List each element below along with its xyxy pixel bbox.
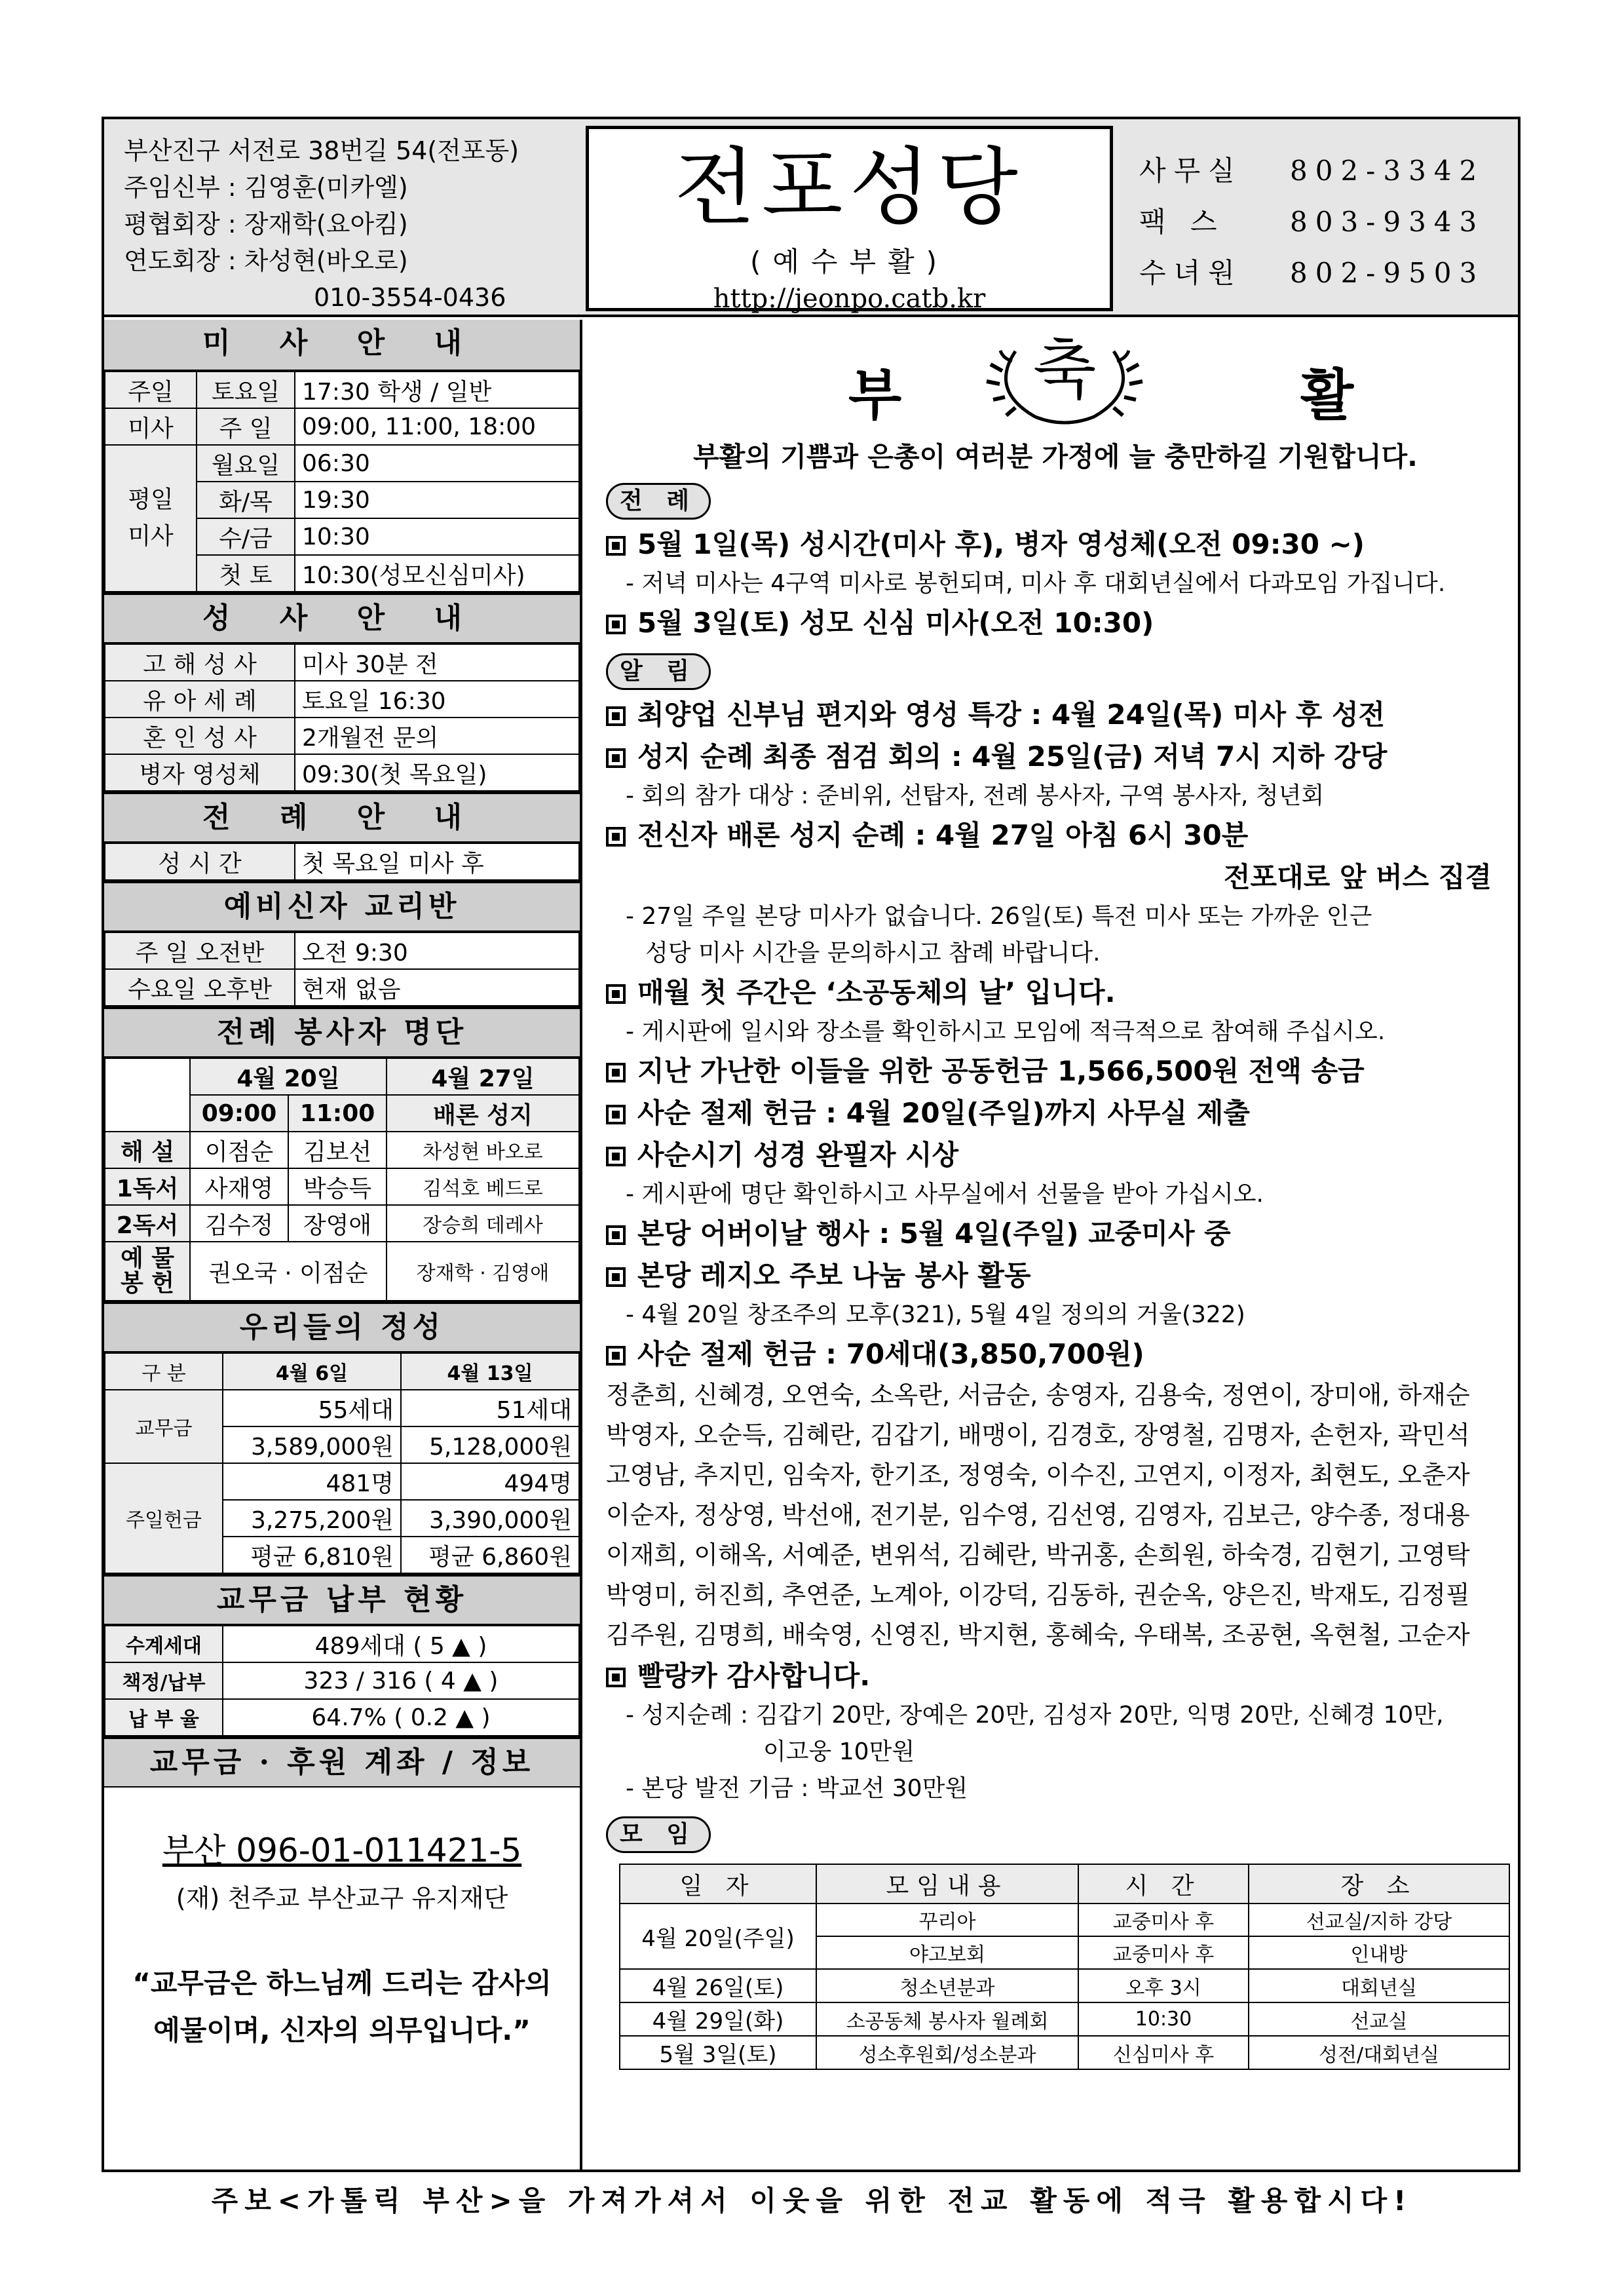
tithe-status-table (104, 1625, 580, 1736)
offering-value: 481명 (223, 1463, 401, 1500)
server-name: 장영애 (288, 1205, 387, 1242)
notice-item (606, 1050, 1505, 1092)
church-name: 전포성당 (674, 139, 1025, 237)
checkbox-square-icon (606, 1346, 626, 1366)
table-row (105, 718, 579, 754)
offering-value: 3,275,200원 (223, 1500, 401, 1537)
notice-text: 5월 1일(목) 성시간(미사 후), 병자 영성체(오전 09:30 ~) (637, 528, 1365, 560)
table-row (105, 1242, 579, 1301)
account-title: 교무금 · 후원 계좌 / 정보 (104, 1736, 580, 1788)
notice-text: 지난 가난한 이들을 위한 공동헌금 1,566,500원 전액 송금 (637, 1055, 1365, 1087)
contact-label: 수녀원 (1139, 257, 1243, 289)
table-row (105, 681, 579, 718)
class-name: 수요일 오후반 (105, 969, 295, 1006)
header (104, 119, 1518, 317)
table-row (105, 372, 579, 408)
mass-day: 토요일 (197, 372, 295, 408)
tithe-status-title: 교무금 납부 현황 (104, 1574, 580, 1625)
contact-label: 팩 스 (1139, 206, 1225, 238)
notice-item (606, 1255, 1505, 1297)
contact-number: 802-3342 (1290, 155, 1485, 187)
table-row (105, 1353, 579, 1390)
mass-time: 09:00, 11:00, 18:00 (295, 408, 579, 445)
offering-table (104, 1352, 580, 1574)
table-row (105, 1699, 579, 1736)
table-row (105, 843, 579, 880)
table-row (105, 445, 579, 482)
sacrament-title: 성 사 안 내 (104, 592, 580, 643)
tithe-label: 교무금 (105, 1390, 223, 1463)
server-name: 장재학 · 김영애 (387, 1242, 579, 1301)
meeting-place: 성전/대회년실 (1249, 2036, 1509, 2069)
liturgy-value: 첫 목요일 미사 후 (295, 843, 579, 880)
notice-line2: 전포대로 앞 버스 집결 (1223, 861, 1492, 893)
checkbox-square-icon (606, 748, 626, 768)
meeting-content: 꾸리아 (816, 1904, 1078, 1936)
meeting-date: 4월 29일(화) (620, 2002, 816, 2036)
notice-sub: - 본당 발전 기금 : 박교선 30만원 (626, 1775, 968, 1802)
server-role: 1독서 (105, 1168, 190, 1205)
sacrament-value: 09:30(첫 목요일) (295, 754, 579, 791)
table-row (105, 1626, 579, 1662)
notice-sub: 이고웅 10만원 (763, 1738, 915, 1765)
checkbox-square-icon (606, 706, 626, 726)
mass-day: 화/목 (197, 482, 295, 518)
server-name: 김수정 (190, 1205, 288, 1242)
table-row (105, 1463, 579, 1500)
offering-value: 55세대 (223, 1390, 401, 1426)
contact-convent (1139, 248, 1484, 299)
notice-sub: - 게시판에 명단 확인하시고 사무실에서 선물을 받아 가십시오. (626, 1181, 1264, 1208)
offering-kind: 구 분 (105, 1353, 223, 1390)
names-line: 고영남, 추지민, 임숙자, 한기조, 정영숙, 이수진, 고연지, 이정자, 최현도, 오춘자 (606, 1461, 1470, 1489)
offering-date: 4월 6일 (223, 1353, 401, 1390)
servers-date: 4월 27일 (387, 1058, 579, 1095)
empty-cell (105, 1095, 190, 1132)
left-column (104, 320, 582, 2170)
notice-text: 최양업 신부님 편지와 영성 특강 : 4월 24일(목) 미사 후 성전 (637, 698, 1386, 731)
notice-sub: - 성지순례 : 김갑기 20만, 장예은 20만, 김성자 20만, 익명 20만, 신혜경 10만, (626, 1702, 1444, 1729)
status-value: 489세대 ( 5 ▲ ) (223, 1626, 579, 1662)
names-line: 이순자, 정상영, 박선애, 전기분, 임수영, 김선영, 김영자, 김보근, 양수종, 정대용 (606, 1501, 1470, 1529)
sacrament-value: 미사 30분 전 (295, 644, 579, 681)
server-role: 해 설 (105, 1132, 190, 1168)
celebration-emblem (976, 332, 1153, 430)
meeting-date: 5월 3일(토) (620, 2036, 816, 2069)
table-row (105, 969, 579, 1006)
tag-notice: 알 림 (606, 653, 711, 690)
checkbox-square-icon (606, 1105, 626, 1124)
meeting-time: 신심미사 후 (1078, 2036, 1249, 2069)
mass-day: 수/금 (197, 518, 295, 555)
server-name: 이점순 (190, 1132, 288, 1168)
mass-day: 주 일 (197, 408, 295, 445)
notice-item (606, 1333, 1505, 1375)
status-name: 납 부 율 (105, 1699, 223, 1736)
bulletin-sheet (102, 117, 1520, 2172)
status-name: 책정/납부 (105, 1662, 223, 1699)
server-role: 예 물 봉 헌 (105, 1242, 190, 1301)
notice-text: 본당 레지오 주보 나눔 봉사 활동 (637, 1259, 1031, 1292)
notice-item (606, 1134, 1505, 1176)
church-info (124, 132, 519, 316)
notice-text: 사순 절제 헌금 : 4월 20일(주일)까지 사무실 제출 (637, 1097, 1250, 1129)
servers-pilgrimage: 배론 성지 (387, 1095, 579, 1132)
contact-number: 803-9343 (1290, 206, 1485, 238)
notice-text: 성지 순례 최종 점검 회의 : 4월 25일(금) 저녁 7시 지하 강당 (637, 740, 1388, 773)
table-row (105, 932, 579, 969)
table-row (105, 1095, 579, 1132)
status-value: 323 / 316 ( 4 ▲ ) (223, 1662, 579, 1699)
table-row (105, 1058, 579, 1095)
meeting-time: 10:30 (1078, 2002, 1249, 2036)
table-row (620, 2002, 1509, 2036)
notice-sub: - 27일 주일 본당 미사가 없습니다. 26일(토) 특전 미사 또는 가까운 인근 (626, 903, 1372, 930)
footer-message: 주보<가톨릭 부산>을 가져가셔서 이웃을 위한 전교 활동에 적극 활용합시다! (211, 2185, 1413, 2217)
sacrament-table (104, 643, 580, 792)
server-name: 장승희 데레사 (387, 1205, 579, 1242)
checkbox-square-icon (606, 1063, 626, 1082)
offering-value: 3,589,000원 (223, 1426, 401, 1463)
notice-text: 5월 3일(토) 성모 신심 미사(오전 10:30) (637, 607, 1154, 639)
server-name: 권오국 · 이점순 (190, 1242, 387, 1301)
council-president: 평협회장 : 장재학(요아킴) (124, 210, 408, 239)
district-president: 연도회장 : 차성현(바오로) (124, 246, 408, 275)
class-value: 현재 없음 (295, 969, 579, 1006)
servers-time: 11:00 (288, 1095, 387, 1132)
table-row (105, 1390, 579, 1426)
contacts (1139, 145, 1484, 299)
right-column (586, 320, 1518, 2170)
phone: 010-3554-0436 (314, 283, 506, 312)
liturgy-table (104, 843, 580, 881)
server-name: 김보선 (288, 1132, 387, 1168)
notice-item (606, 602, 1505, 644)
mass-time: 10:30(성모신심미사) (295, 555, 579, 592)
meeting-place: 대회년실 (1249, 1969, 1509, 2002)
catechumen-title: 예비신자 교리반 (104, 881, 580, 932)
meeting-content: 성소후원회/성소분과 (816, 2036, 1078, 2069)
notice-item (606, 814, 1505, 856)
tag-meeting: 모 임 (606, 1816, 711, 1853)
offering-value: 평균 6,810원 (223, 1537, 401, 1573)
mass-title: 미 사 안 내 (104, 320, 580, 371)
table-row (105, 1168, 579, 1205)
names-line: 박영미, 허진희, 추연준, 노계아, 이강덕, 김동하, 권순옥, 양은진, 박재도, 김정필 (606, 1580, 1470, 1609)
column-header: 시 간 (1078, 1864, 1249, 1904)
servers-date: 4월 20일 (190, 1058, 387, 1095)
notice-sub: - 회의 참가 대상 : 준비위, 선탑자, 전례 봉사자, 구역 봉사자, 청년회 (626, 782, 1325, 809)
servers-title: 전례 봉사자 명단 (104, 1006, 580, 1058)
names-line: 김주원, 김명희, 배숙영, 신영진, 박지현, 홍혜숙, 우태복, 조공현, 옥현철, 고순자 (606, 1620, 1470, 1649)
greeting: 부활의 기쁨과 은총이 여러분 가정에 늘 충만하길 기원합니다. (693, 441, 1418, 472)
checkbox-square-icon (606, 1147, 626, 1166)
sacrament-name: 혼 인 성 사 (105, 718, 295, 754)
notice-text: 사순시기 성경 완필자 시상 (637, 1139, 959, 1171)
checkbox-square-icon (606, 827, 626, 847)
meeting-time: 오후 3시 (1078, 1969, 1249, 2002)
empty-cell (105, 1058, 190, 1095)
table-row (105, 1662, 579, 1699)
catechumen-table (104, 932, 580, 1006)
notice-sub: - 저녁 미사는 4구역 미사로 봉헌되며, 미사 후 대회년실에서 다과모임 가집니다. (626, 570, 1446, 597)
offering-value: 평균 6,860원 (401, 1537, 579, 1573)
checkbox-square-icon (606, 984, 626, 1004)
notice-item (606, 1213, 1505, 1255)
names-line: 정춘희, 신혜경, 오연숙, 소옥란, 서금순, 송영자, 김용숙, 정연이, 장미애, 하재순 (606, 1381, 1470, 1409)
account-number: 부산 096-01-011421-5 (162, 1831, 522, 1869)
mass-group: 미사 (105, 408, 197, 445)
sacrament-name: 유 아 세 례 (105, 681, 295, 718)
account-owner: (재) 천주교 부산교구 유지재단 (176, 1884, 508, 1913)
notice-text: 사순 절제 헌금 : 70세대(3,850,700원) (637, 1338, 1144, 1370)
table-header-row (620, 1864, 1509, 1904)
servers-table (104, 1058, 580, 1301)
checkbox-square-icon (606, 536, 626, 556)
mass-table (104, 371, 580, 592)
tag-liturgy: 전 례 (606, 483, 711, 520)
offering-date: 4월 13일 (401, 1353, 579, 1390)
quote-line: “교무금은 하느님께 드리는 감사의 (132, 1967, 552, 1999)
checkbox-square-icon (606, 1668, 626, 1687)
address: 부산진구 서전로 38번길 54(전포동) (124, 136, 519, 165)
notice-text: 빨랑카 감사합니다. (637, 1660, 871, 1692)
notice-item (606, 736, 1505, 778)
table-row (105, 754, 579, 791)
status-name: 수계세대 (105, 1626, 223, 1662)
mass-time: 10:30 (295, 518, 579, 555)
mass-time: 06:30 (295, 445, 579, 482)
table-row (620, 1969, 1509, 2002)
column-header: 모임내용 (816, 1864, 1078, 1904)
mass-group: 평일 (128, 486, 174, 513)
meeting-content: 청소년분과 (816, 1969, 1078, 2002)
website-url[interactable]: http://jeonpo.catb.kr (713, 284, 986, 314)
contact-fax (1139, 197, 1484, 248)
server-name: 차성현 바오로 (387, 1132, 579, 1168)
sacrament-name: 병자 영성체 (105, 754, 295, 791)
liturgy-title: 전 례 안 내 (104, 792, 580, 843)
sacrament-value: 토요일 16:30 (295, 681, 579, 718)
sunday-offering-label: 주일헌금 (105, 1463, 223, 1573)
contact-office (1139, 145, 1484, 197)
class-name: 주 일 오전반 (105, 932, 295, 969)
server-name: 사재영 (190, 1168, 288, 1205)
meeting-place: 선교실 (1249, 2002, 1509, 2036)
names-line: 이재희, 이해옥, 서예준, 변위석, 김혜란, 박귀홍, 손희원, 하숙경, 김현기, 고영탁 (606, 1540, 1470, 1569)
pastor: 주임신부 : 김영훈(미카엘) (124, 173, 408, 202)
status-value: 64.7% ( 0.2 ▲ ) (223, 1699, 579, 1736)
notice-item (606, 1092, 1505, 1134)
table-row (105, 408, 579, 445)
table-row (620, 2036, 1509, 2069)
easter-banner (606, 332, 1505, 430)
mass-day: 월요일 (197, 445, 295, 482)
mass-time: 17:30 학생 / 일반 (295, 372, 579, 408)
table-row (105, 644, 579, 681)
server-role: 2독서 (105, 1205, 190, 1242)
easter-right-char: 활 (1300, 362, 1354, 427)
offering-value: 494명 (401, 1463, 579, 1500)
notice-sub: - 게시판에 일시와 장소를 확인하시고 모임에 적극적으로 참여해 주십시오. (626, 1018, 1386, 1045)
table-row (105, 1205, 579, 1242)
easter-center-char: 축 (1032, 332, 1097, 408)
tithe-quote (104, 1960, 580, 2054)
account-box (104, 1788, 580, 2054)
meeting-place: 인내방 (1249, 1936, 1509, 1969)
notice-text: 전신자 배론 성지 순례 : 4월 27일 아침 6시 30분 (637, 819, 1249, 851)
offering-value: 5,128,000원 (401, 1426, 579, 1463)
easter-left-char: 부 (848, 362, 902, 427)
meeting-date: 4월 26일(토) (620, 1969, 816, 2002)
column-header: 일 자 (620, 1864, 816, 1904)
notice-item (606, 524, 1505, 565)
mass-group: 주일 (105, 372, 197, 408)
offering-value: 51세대 (401, 1390, 579, 1426)
meeting-time: 교중미사 후 (1078, 1936, 1249, 1969)
liturgy-name: 성 시 간 (105, 843, 295, 880)
contact-label: 사무실 (1139, 155, 1243, 187)
mass-group: 미사 (128, 523, 174, 550)
server-name: 박승득 (288, 1168, 387, 1205)
title-box (586, 126, 1113, 314)
offering-title: 우리들의 정성 (104, 1301, 580, 1352)
meeting-content: 야고보회 (816, 1936, 1078, 1969)
column-header: 장 소 (1249, 1864, 1509, 1904)
notice-sub: 성당 미사 시간을 문의하시고 참례 바랍니다. (645, 940, 1101, 966)
mass-time: 19:30 (295, 482, 579, 518)
checkbox-square-icon (606, 615, 626, 634)
sacrament-value: 2개월전 문의 (295, 718, 579, 754)
checkbox-square-icon (606, 1267, 626, 1287)
table-row (620, 1904, 1509, 1936)
notice-item (606, 694, 1505, 736)
meetings-table (619, 1864, 1510, 2070)
meeting-time: 교중미사 후 (1078, 1904, 1249, 1936)
class-value: 오전 9:30 (295, 932, 579, 969)
server-name: 김석호 베드로 (387, 1168, 579, 1205)
notice-item (606, 1655, 1505, 1697)
meeting-place: 선교실/지하 강당 (1249, 1904, 1509, 1936)
notice-text: 본당 어버이날 행사 : 5월 4일(주일) 교중미사 중 (637, 1217, 1231, 1250)
notice-sub: - 4월 20일 창조주의 모후(321), 5월 4일 정의의 거울(322) (626, 1301, 1245, 1328)
notice-text: 매월 첫 주간은 ‘소공동체의 날’ 입니다. (637, 976, 1116, 1008)
quote-line: 예물이며, 신자의 의무입니다.” (153, 2014, 531, 2046)
servers-time: 09:00 (190, 1095, 288, 1132)
meeting-content: 소공동체 봉사자 월례회 (816, 2002, 1078, 2036)
offering-value: 3,390,000원 (401, 1500, 579, 1537)
meeting-date: 4월 20일(주일) (620, 1904, 816, 1969)
contact-number: 802-9503 (1290, 257, 1485, 289)
season: (예수부활) (749, 246, 949, 278)
weekday-mass-group (105, 445, 197, 592)
mass-day: 첫 토 (197, 555, 295, 592)
donor-names (606, 1375, 1505, 1655)
checkbox-square-icon (606, 1225, 626, 1245)
names-line: 박영자, 오순득, 김혜란, 김갑기, 배맹이, 김경호, 장영철, 김명자, 손헌자, 곽민석 (606, 1421, 1470, 1449)
notice-item (606, 972, 1505, 1014)
sacrament-name: 고 해 성 사 (105, 644, 295, 681)
table-row (105, 1132, 579, 1168)
